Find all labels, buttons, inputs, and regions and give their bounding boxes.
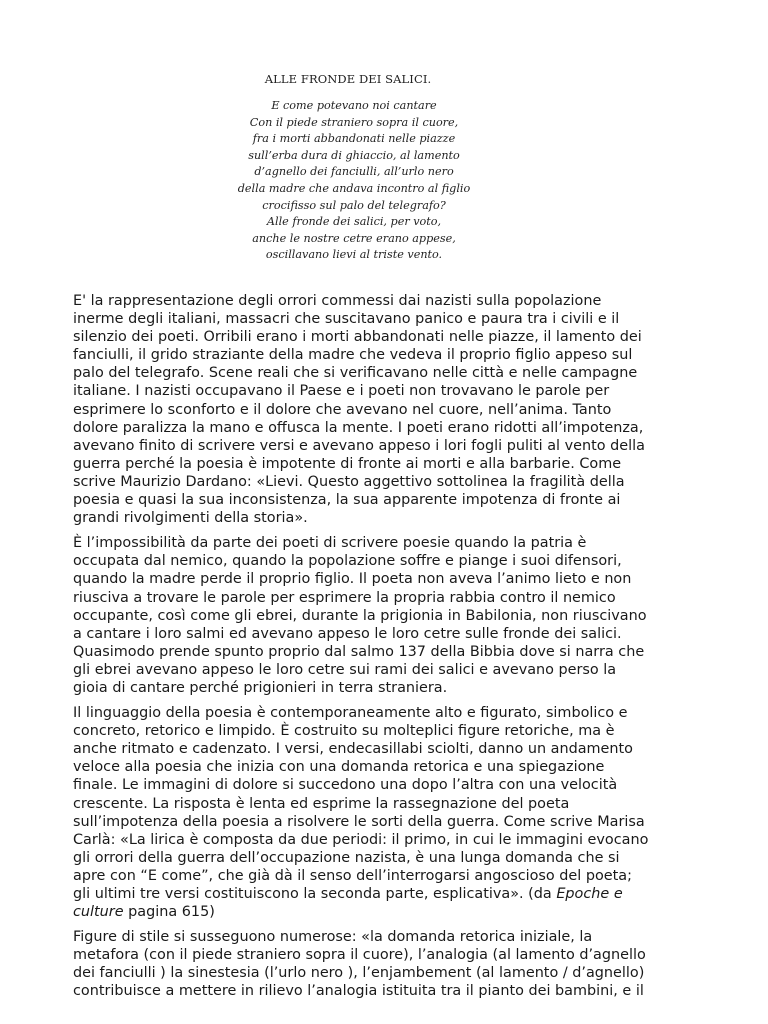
- text-line: guerra perché la poesia è impotente di fronte ai morti e alla barbarie. Come: [73, 455, 622, 472]
- poem-line: Alle fronde dei salici, per voto,: [266, 215, 442, 229]
- poem-line: sull’erba dura di ghiaccio, al lamento: [248, 148, 460, 162]
- poem-epigraph: [0, 98, 768, 264]
- poem-line: crocifisso sul palo del telegrafo?: [262, 198, 446, 212]
- text-line: occupata dal nemico, quando la popolazione soffre e piange i suoi difensori,: [73, 553, 622, 570]
- text-line: gli ebrei avevano appeso le loro cetre sui rami dei salici e avevano perso la: [73, 661, 617, 678]
- text-line: È l’impossibilità da parte dei poeti di scrivere poesie quando la patria è: [73, 535, 587, 552]
- poem-line: oscillavano lievi al triste vento.: [265, 248, 443, 262]
- text-line: a cantare i loro salmi ed avevano appeso le loro cetre sulle fronde dei salici.: [73, 625, 622, 642]
- text-line: gli orrori della guerra dell’occupazione nazista, è una lunga domanda che si: [73, 849, 620, 866]
- text-line: occupante, così come gli ebrei, durante la prigionia in Babilonia, non riuscivano: [73, 607, 647, 624]
- poem-line: Con il piede straniero sopra il cuore,: [249, 115, 459, 129]
- paragraph-1: [73, 292, 713, 527]
- poem-line: d’agnello dei fanciulli, all’urlo nero: [254, 165, 454, 179]
- text-line: Figure di stile si susseguono numerose: «la domanda retorica iniziale, la: [73, 929, 593, 946]
- text-line: apre con “E come”, che già dà il senso dell’interrogarsi angoscioso del poeta;: [73, 867, 632, 884]
- poem-title: ALLE FRONDE DEI SALICI.: [264, 72, 432, 86]
- text-line: Il linguaggio della poesia è contemporaneamente alto e figurato, simbolico e: [73, 705, 628, 722]
- text-line: silenzio dei poeti. Orribili erano i morti abbandonati nelle piazze, il lamento dei: [73, 329, 642, 346]
- text-line: fanciulli, il grido straziante della madre che vedeva il proprio figlio appeso sul: [73, 347, 633, 364]
- text-line: riusciva a trovare le parole per esprimere la propria rabbia contro il nemico: [73, 589, 616, 606]
- text-line: Quasimodo prende spunto proprio dal salmo 137 della Bibbia dove si narra che: [73, 643, 645, 660]
- poem-line: fra i morti abbandonati nelle piazze: [252, 132, 456, 146]
- text-line: [73, 903, 713, 921]
- text-line: avevano finito di scrivere versi e avevano appeso i lori fogli puliti al vento della: [73, 437, 645, 454]
- text-line: veloce alla poesia che inizia con una domanda retorica e una spiegazione: [73, 759, 605, 776]
- text-line: Carlà: «La lirica è composta da due periodi: il primo, in cui le immagini evocano: [73, 831, 649, 848]
- text-line: poesia e quasi la sua inconsistenza, la sua apparente impotenza di fronte ai: [73, 492, 621, 509]
- text-line: crescente. La risposta è lenta ed esprime la rassegnazione del poeta: [73, 795, 570, 812]
- text-line: esprimere lo sconforto e il dolore che avevano nel cuore, nell’anima. Tanto: [73, 401, 612, 418]
- text-line: contribuisce a mettere in rilievo l’analogia istituita tra il pianto dei bambini, e il: [73, 983, 644, 1000]
- text-line: finale. Le immagini di dolore si succedono una dopo l’altra con una velocità: [73, 777, 618, 794]
- text-line: metafora (con il piede straniero sopra il cuore), l’analogia (al lamento d’agnello: [73, 947, 646, 964]
- text-line: dolore paralizza la mano e offusca la mente. I poeti erano ridotti all’impotenza,: [73, 419, 644, 436]
- text-line: grandi rivolgimenti della storia».: [73, 510, 308, 527]
- text-line: sull’impotenza della poesia a risolvere le sorti della guerra. Come scrive Marisa: [73, 813, 645, 830]
- book-title-italic: culture: [73, 904, 124, 921]
- essay-body: [73, 292, 713, 1008]
- paragraph-4: [73, 928, 713, 1000]
- text-line: concreto, retorico e limpido. È costruito su molteplici figure retoriche, ma è: [73, 723, 615, 740]
- text-line: anche ritmato e cadenzato. I versi, endecasillabi sciolti, danno un andamento: [73, 741, 633, 758]
- paragraph-3: [73, 704, 713, 921]
- book-title-italic: Epoche e: [556, 886, 623, 902]
- text-segment: gli ultimi tre versi costituiscono la seconda parte, esplicativa». (da: [73, 886, 552, 902]
- text-line: scrive Maurizio Dardano: «Lievi. Questo aggettivo sottolinea la fragilità della: [73, 473, 625, 490]
- text-line: palo del telegrafo. Scene reali che si verificavano nelle città e nelle campagne: [73, 365, 638, 382]
- text-line: inerme degli italiani, massacri che suscitavano panico e paura tra i civili e il: [73, 311, 620, 328]
- text-line: dei fanciulli ) la sinestesia (l’urlo nero ), l’enjambement (al lamento / d’agnello): [73, 965, 645, 982]
- text-line: italiane. I nazisti occupavano il Paese e i poeti non trovavano le parole per: [73, 383, 610, 400]
- text-segment: pagina 615): [123, 904, 215, 921]
- poem-line: della madre che andava incontro al figlio: [237, 181, 471, 195]
- text-line: E' la rappresentazione degli orrori commessi dai nazisti sulla popolazione: [73, 293, 602, 309]
- text-line: gioia di cantare perché prigionieri in terra straniera.: [73, 679, 448, 696]
- text-line: [73, 885, 713, 903]
- text-line: quando la madre perde il proprio figlio. Il poeta non aveva l’animo lieto e non: [73, 571, 632, 588]
- paragraph-2: [73, 534, 713, 697]
- poem-line: E come potevano noi cantare: [271, 99, 437, 112]
- poem-line: anche le nostre cetre erano appese,: [252, 231, 456, 245]
